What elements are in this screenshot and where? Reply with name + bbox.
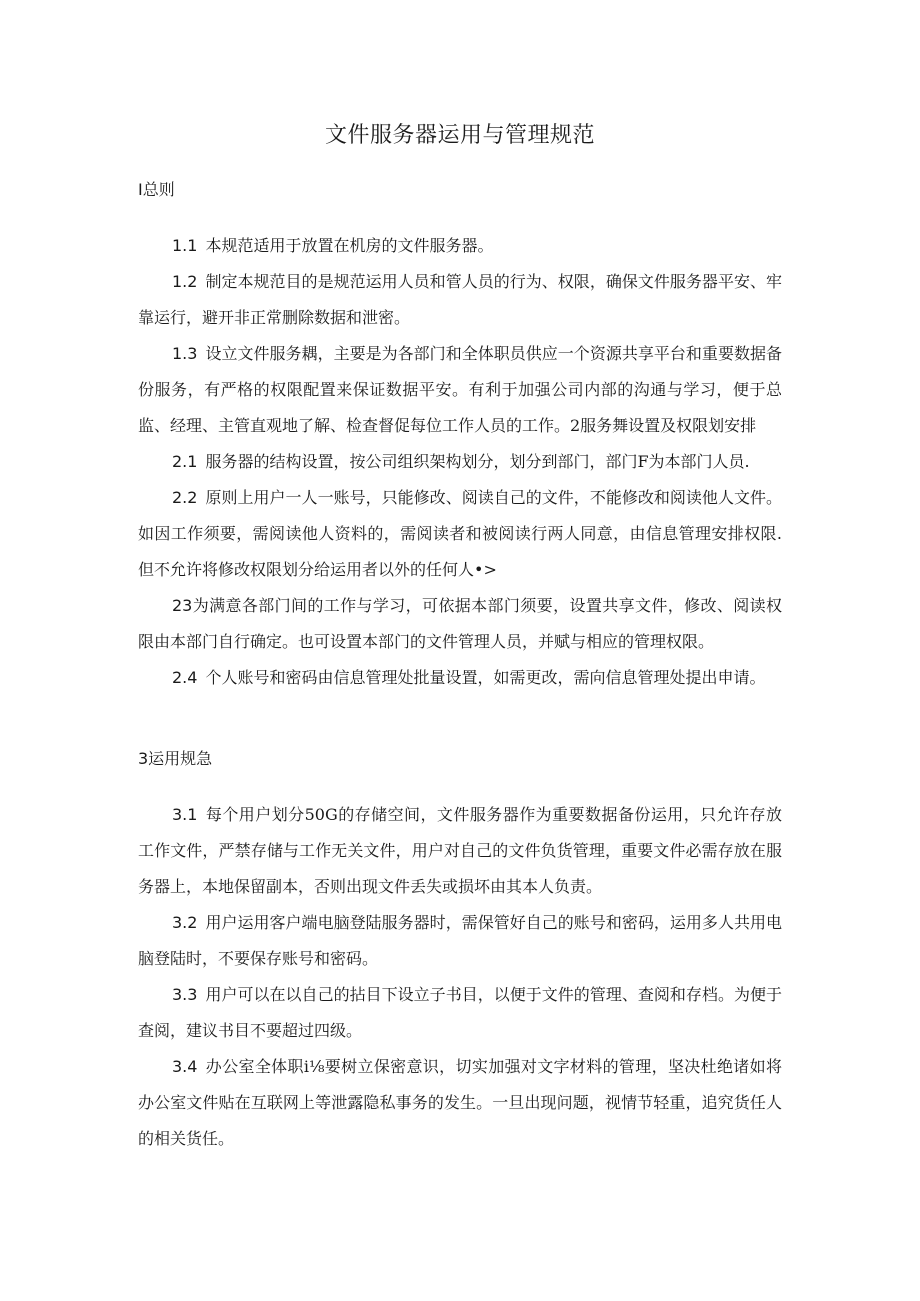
clause-3-4 <box>138 1049 782 1157</box>
section-usage <box>138 746 782 1157</box>
clause-text: 用户可以在以自己的拈目下设立子书目，以便于文件的管理、查阅和存档。为便于查阅，建议书目不要超过四级。 <box>138 985 782 1040</box>
clause-3-1 <box>138 797 782 905</box>
clause-number: 3.2 <box>172 913 198 932</box>
clause-2-4 <box>138 660 782 696</box>
clause-text: 原则上用户一人一账号，只能修改、阅读自己的文件，不能修改和阅读他人文件。如因工作须要，需阅读他人资料的，需阅读者和被阅读行两人同意，由信息管理安排权限.但不允许将修改权限划分给运用者以外的任何人•> <box>138 488 782 579</box>
clause-text: 本规范适用于放置在机房的文件服务器。 <box>205 236 494 255</box>
clause-3-2 <box>138 905 782 977</box>
section-heading: 3运用规急 <box>138 749 213 768</box>
clause-2-2 <box>138 480 782 588</box>
clause-text: 办公室全体职i⅛要树立保密意识，切实加强对文字材料的管理，坚决杜绝诸如将办公室文件贴在互联网上等泄露隐私事务的发生。一旦出现问题，视情节轻重，追究货任人的相关货任。 <box>138 1057 782 1148</box>
clause-1-2 <box>138 264 782 336</box>
clause-text: 服务器的结构设置，按公司组织架构划分，划分到部门，部门F为本部门人员. <box>205 452 750 471</box>
clause-3-3 <box>138 977 782 1049</box>
clause-text: 制定本规范目的是规范运用人员和管人员的行为、权限，确保文件服务器平安、牢靠运行，避开非正常删除数据和泄密。 <box>138 272 782 327</box>
clause-text: 用户运用客户端电脑登陆服务器时，需保管好自己的账号和密码，运用多人共用电脑登陆时，不要保存账号和密码。 <box>138 913 782 968</box>
clause-number: 2.2 <box>172 488 198 507</box>
clause-number: 3.1 <box>172 805 198 824</box>
clause-1-3 <box>138 336 782 444</box>
clause-text: 每个用户划分50G的存储空间，文件服务器作为重要数据备份运用，只允许存放工作文件，严禁存储与工作无关文件，用户对自己的文件负货管理，重要文件必需存放在服务器上，本地保留副本，否则出现文件丢失或损坏由其本人负责。 <box>138 805 782 896</box>
clause-number: 1.2 <box>172 272 198 291</box>
clause-number: 2.4 <box>172 668 198 687</box>
clause-number: 1.1 <box>172 236 198 255</box>
clause-number: 2.1 <box>172 452 198 471</box>
section-heading: I总则 <box>138 180 175 199</box>
clause-2-1 <box>138 444 782 480</box>
clause-text: 设立文件服务耦，主要是为各部门和全体职员供应一个资源共享平台和重要数据备份服务，有严格的权限配置来保证数据平安。有利于加强公司内部的沟通与学习，便于总监、经理、主管直观地了解、检查督促每位工作人员的工作。2服务舞设置及权限划安排 <box>138 344 782 435</box>
clause-number: 3.4 <box>172 1057 198 1076</box>
clause-text: 为满意各部门间的工作与学习，可依据本部门须要，设置共享文件，修改、阅读权限由本部门自行确定。也可设置本部门的文件管理人员，并赋与相应的管理权限。 <box>138 596 782 651</box>
clause-1-1 <box>138 228 782 264</box>
clause-2-3 <box>138 588 782 660</box>
section-general <box>138 177 782 696</box>
clause-number: 1.3 <box>172 344 198 363</box>
clause-number: 3.3 <box>172 985 198 1004</box>
document-title: 文件服务器运用与管理规范 <box>324 123 595 148</box>
clause-number: 23 <box>172 596 193 615</box>
clause-text: 个人账号和密码由信息管理处批量设置，如需更改，需向信息管理处提出申请。 <box>205 668 766 687</box>
